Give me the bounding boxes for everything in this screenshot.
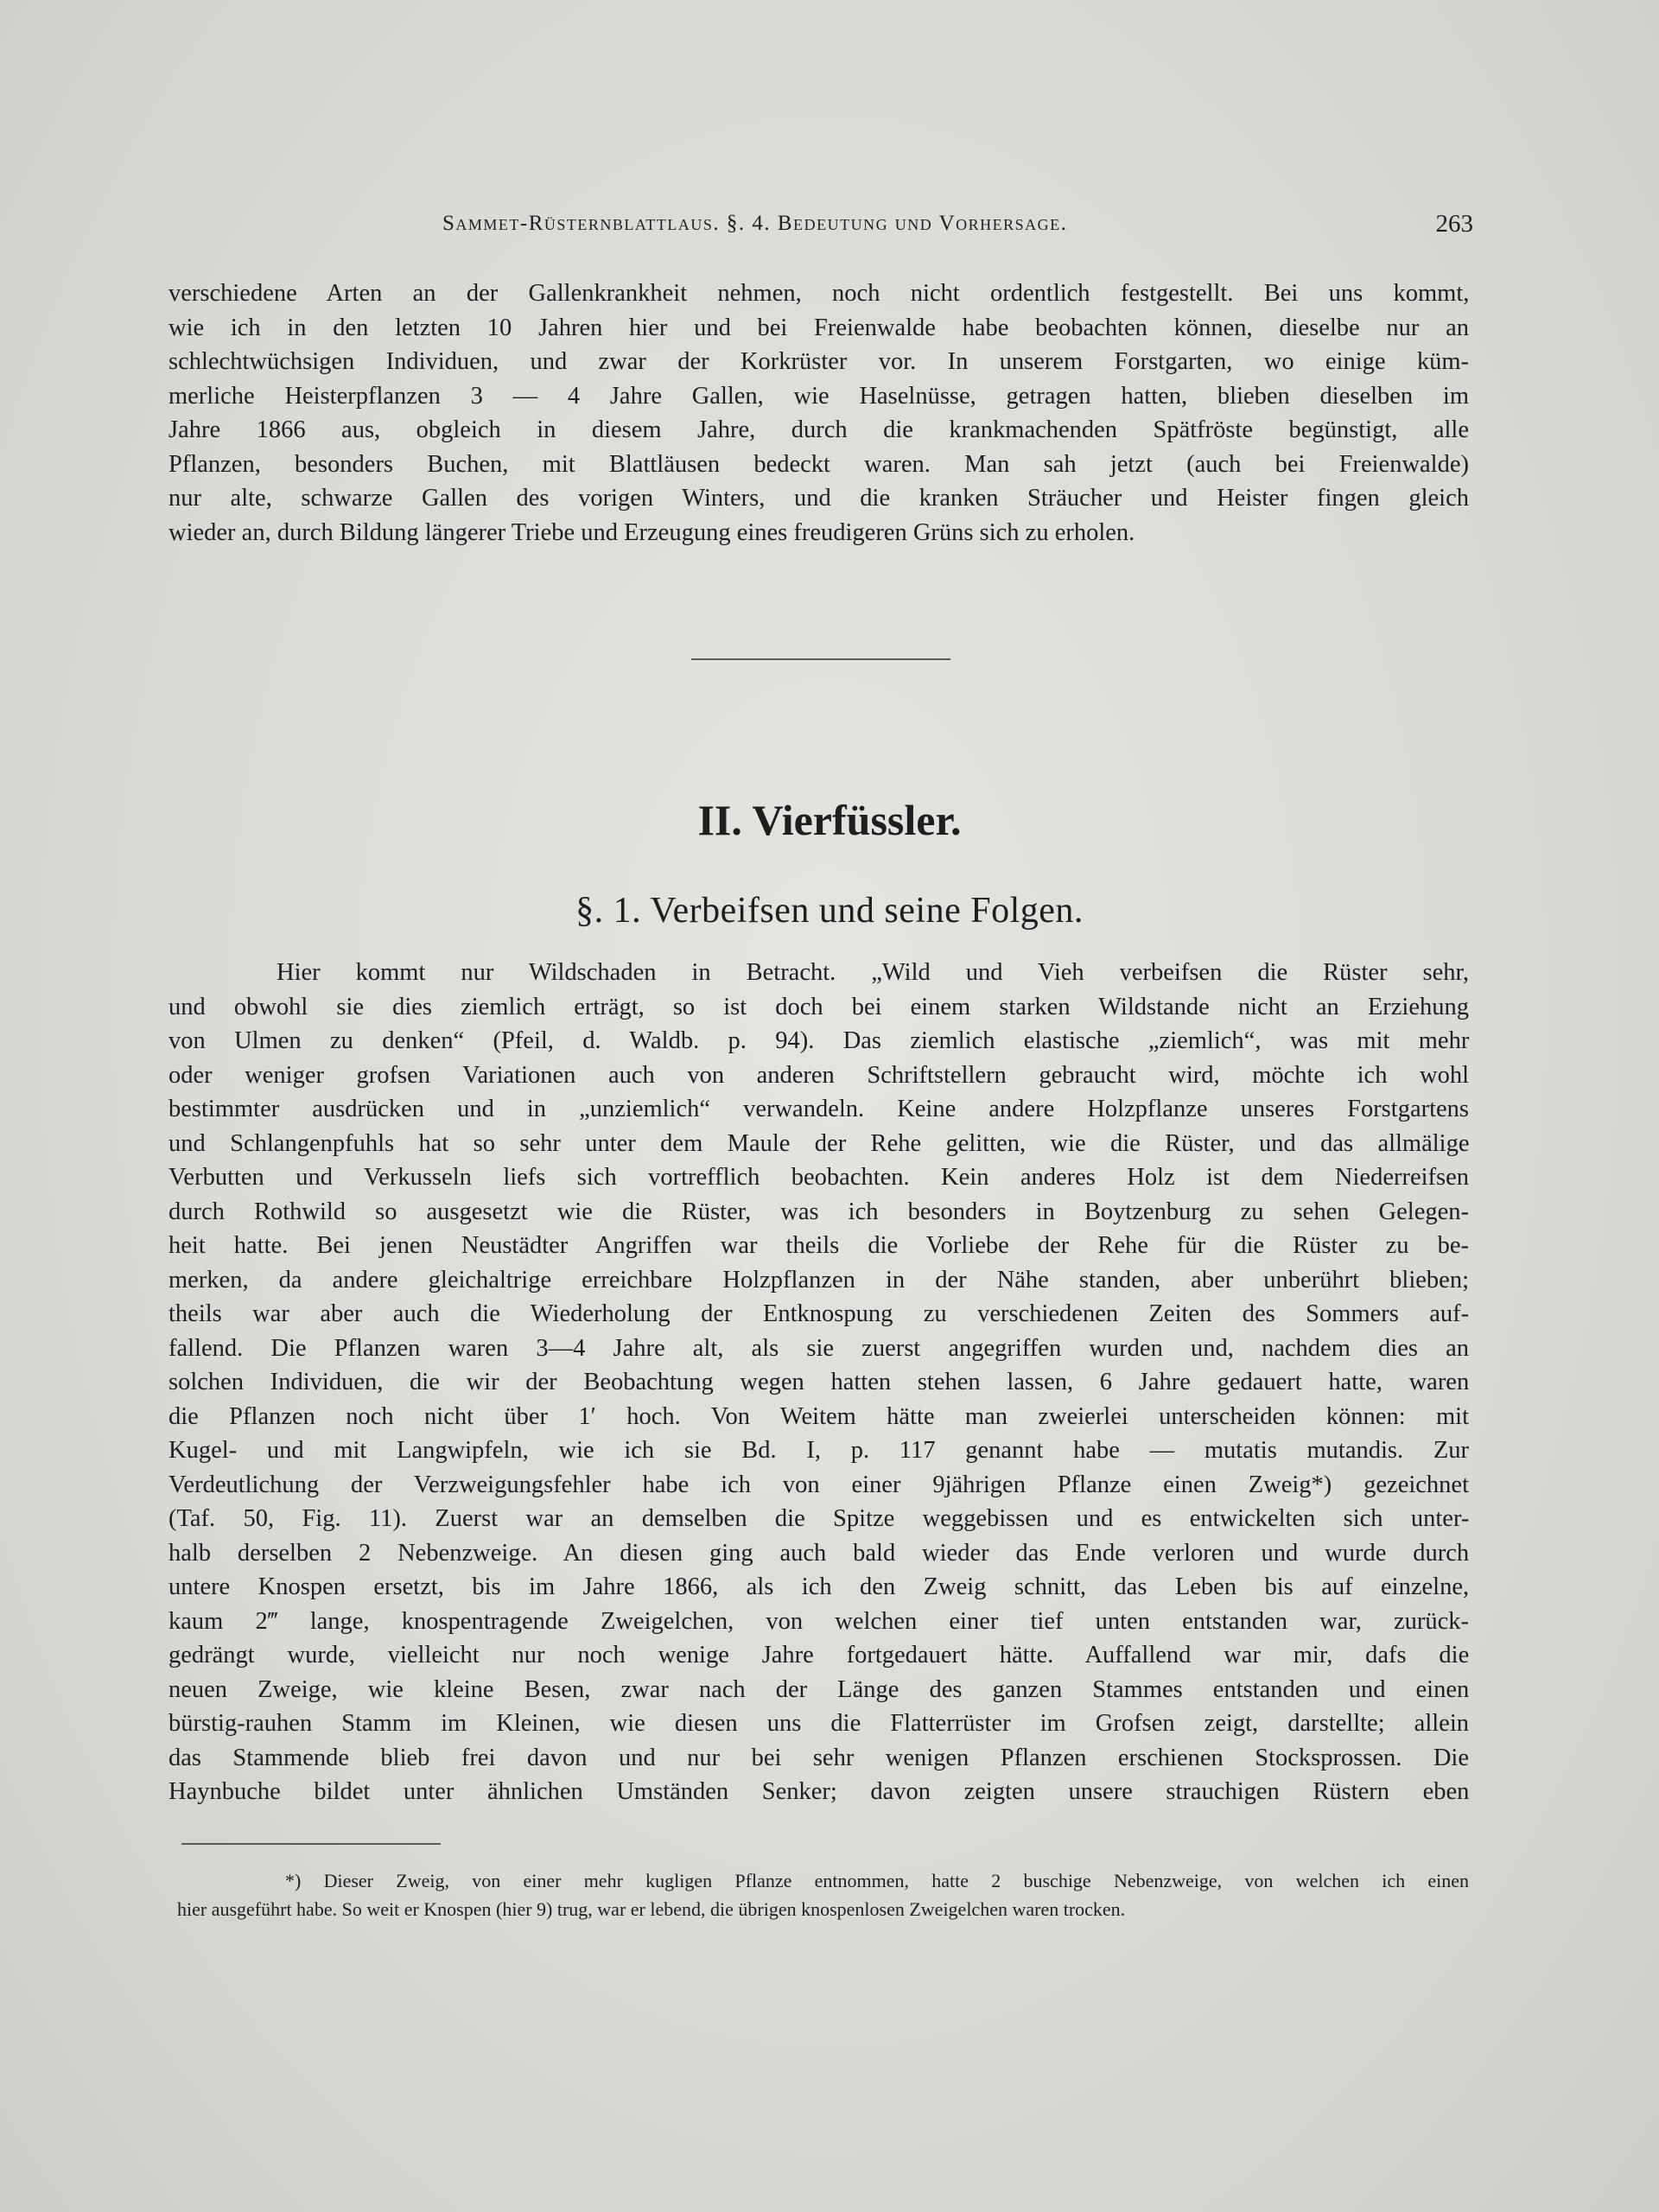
text-line: merken, da andere gleichaltrige erreichbare Holzpflanzen in der Nähe standen, aber unberührt blieben; bbox=[168, 1266, 1469, 1294]
footnote-line: hier ausgeführt habe. So weit er Knospen (hier 9) trug, war er lebend, die übrigen knospenlosen Zweigelchen waren trocken. bbox=[177, 1898, 1126, 1920]
text-line: und obwohl sie dies ziemlich erträgt, so ist doch bei einem starken Wildstande nicht an Erziehung bbox=[168, 993, 1469, 1020]
text-line: bestimmter ausdrücken und in „unziemlich“ verwandeln. Keine andere Holzpflanze unseres Forstgartens bbox=[168, 1096, 1469, 1122]
text-line: kaum 2‴ lange, knospentragende Zweigelchen, von welchen einer tief unten entstanden war, zurück- bbox=[168, 1607, 1469, 1635]
text-line: solchen Individuen, die wir der Beobachtung wegen hatten stehen lassen, 6 Jahre gedauert hatte, waren bbox=[168, 1369, 1470, 1395]
text-line: wie ich in den letzten 10 Jahren hier und bei Freienwalde habe beobachten können, dieselbe nur an bbox=[168, 314, 1469, 341]
text-line: Pflanzen, besonders Buchen, mit Blattläusen bedeckt waren. Man sah jetzt (auch bei Freienwalde) bbox=[168, 450, 1469, 478]
section-title: §. 1. Verbeifsen und seine Folgen. bbox=[575, 891, 1084, 931]
text-line: verschiedene Arten an der Gallenkrankheit nehmen, noch nicht ordentlich festgestellt. Bei uns kommt, bbox=[168, 280, 1470, 307]
main-paragraph bbox=[168, 956, 1469, 1809]
text-line: und Schlangenpfuhls hat so sehr unter dem Maule der Rehe gelitten, wie die Rüster, und das allmälige bbox=[168, 1129, 1470, 1157]
text-line: von Ulmen zu denken“ (Pfeil, d. Waldb. p. 94). Das ziemlich elastische „ziemlich“, was mit mehr bbox=[168, 1027, 1470, 1054]
text-line: theils war aber auch die Wiederholung der Entknospung zu verschiedenen Zeiten des Sommers auf- bbox=[168, 1300, 1470, 1327]
text-line: wieder an, durch Bildung längerer Triebe und Erzeugung eines freudigeren Grüns sich zu erholen. bbox=[168, 518, 1135, 546]
text-line: Verbutten und Verkusseln liefs sich vortrefflich beobachten. Kein anderes Holz ist dem Niederreifsen bbox=[168, 1164, 1469, 1191]
page-header bbox=[173, 212, 1473, 246]
text-line: durch Rothwild so ausgesetzt wie die Rüster, was ich besonders in Boytzenburg zu sehen Gelegen- bbox=[168, 1198, 1469, 1225]
text-line: fallend. Die Pflanzen waren 3—4 Jahre alt, als sie zuerst angegriffen wurden und, nachdem dies an bbox=[168, 1334, 1469, 1362]
text-line: bürstig-rauhen Stamm im Kleinen, wie diesen uns die Flatterrüster im Grofsen zeigt, darstellte; allein bbox=[168, 1710, 1469, 1737]
text-line: nur alte, schwarze Gallen des vorigen Winters, und die kranken Sträucher und Heister fingen gleich bbox=[168, 485, 1469, 512]
text-line: gedrängt wurde, vielleicht nur noch wenige Jahre fortgedauert hätte. Auffallend war mir, dafs die bbox=[168, 1642, 1470, 1669]
text-line: untere Knospen ersetzt, bis im Jahre 1866, als ich den Zweig schnitt, das Leben bis auf einzelne, bbox=[168, 1573, 1470, 1600]
text-line: Hier kommt nur Wildschaden in Betracht. „Wild und Vieh verbeifsen die Rüster sehr, bbox=[276, 959, 1469, 986]
footnote-divider bbox=[181, 1843, 441, 1845]
text-line: das Stammende blieb frei davon und nur bei sehr wenigen Pflanzen erschienen Stocksprossen. Die bbox=[168, 1744, 1469, 1771]
text-line: Jahre 1866 aus, obgleich in diesem Jahre, durch die krankmachenden Spätfröste begünstigt, alle bbox=[168, 416, 1469, 443]
footnote bbox=[177, 1866, 1469, 1923]
text-line: schlechtwüchsigen Individuen, und zwar der Korkrüster vor. In unserem Forstgarten, wo einige küm- bbox=[168, 348, 1469, 375]
text-line: heit hatte. Bei jenen Neustädter Angriffen war theils die Vorliebe der Rehe für die Rüster zu be- bbox=[168, 1232, 1469, 1259]
text-line: die Pflanzen noch nicht über 1′ hoch. Von Weitem hätte man zweierlei unterscheiden können: mit bbox=[168, 1402, 1469, 1430]
page-number: 263 bbox=[1435, 210, 1473, 238]
text-line: halb derselben 2 Nebenzweige. An diesen ging auch bald wieder das Ende verloren und wurde durch bbox=[168, 1539, 1470, 1567]
text-line: oder weniger grofsen Variationen auch von anderen Schriftstellern gebraucht wird, möchte ich wohl bbox=[168, 1061, 1469, 1089]
section-divider bbox=[691, 658, 950, 660]
text-line: merliche Heisterpflanzen 3 — 4 Jahre Gallen, wie Haselnüsse, getragen hatten, blieben dieselben im bbox=[168, 382, 1469, 410]
text-line: (Taf. 50, Fig. 11). Zuerst war an demselben die Spitze weggebissen und es entwickelten sich unter- bbox=[168, 1505, 1470, 1532]
running-head: Sammet-Rüsternblattlaus. §. 4. Bedeutung und Vorhersage. bbox=[442, 212, 1068, 235]
text-line: Kugel- und mit Langwipfeln, wie ich sie Bd. I, p. 117 genannt habe — mutatis mutandis. Zur bbox=[168, 1437, 1469, 1464]
part-title: II. Vierfüssler. bbox=[697, 796, 962, 844]
continued-paragraph bbox=[168, 276, 1469, 550]
text-line: Verdeutlichung der Verzweigungsfehler habe ich von einer 9jährigen Pflanze einen Zweig*) gezeichnet bbox=[168, 1471, 1469, 1498]
footnote-line: *) Dieser Zweig, von einer mehr kugligen Pflanze entnommen, hatte 2 buschige Nebenzweige, von welchen ich einen bbox=[285, 1870, 1469, 1891]
text-line: Haynbuche bildet unter ähnlichen Umständen Senker; davon zeigten unsere strauchigen Rüstern eben bbox=[168, 1778, 1470, 1805]
text-line: neuen Zweige, wie kleine Besen, zwar nach der Länge des ganzen Stammes entstanden und einen bbox=[168, 1675, 1470, 1703]
